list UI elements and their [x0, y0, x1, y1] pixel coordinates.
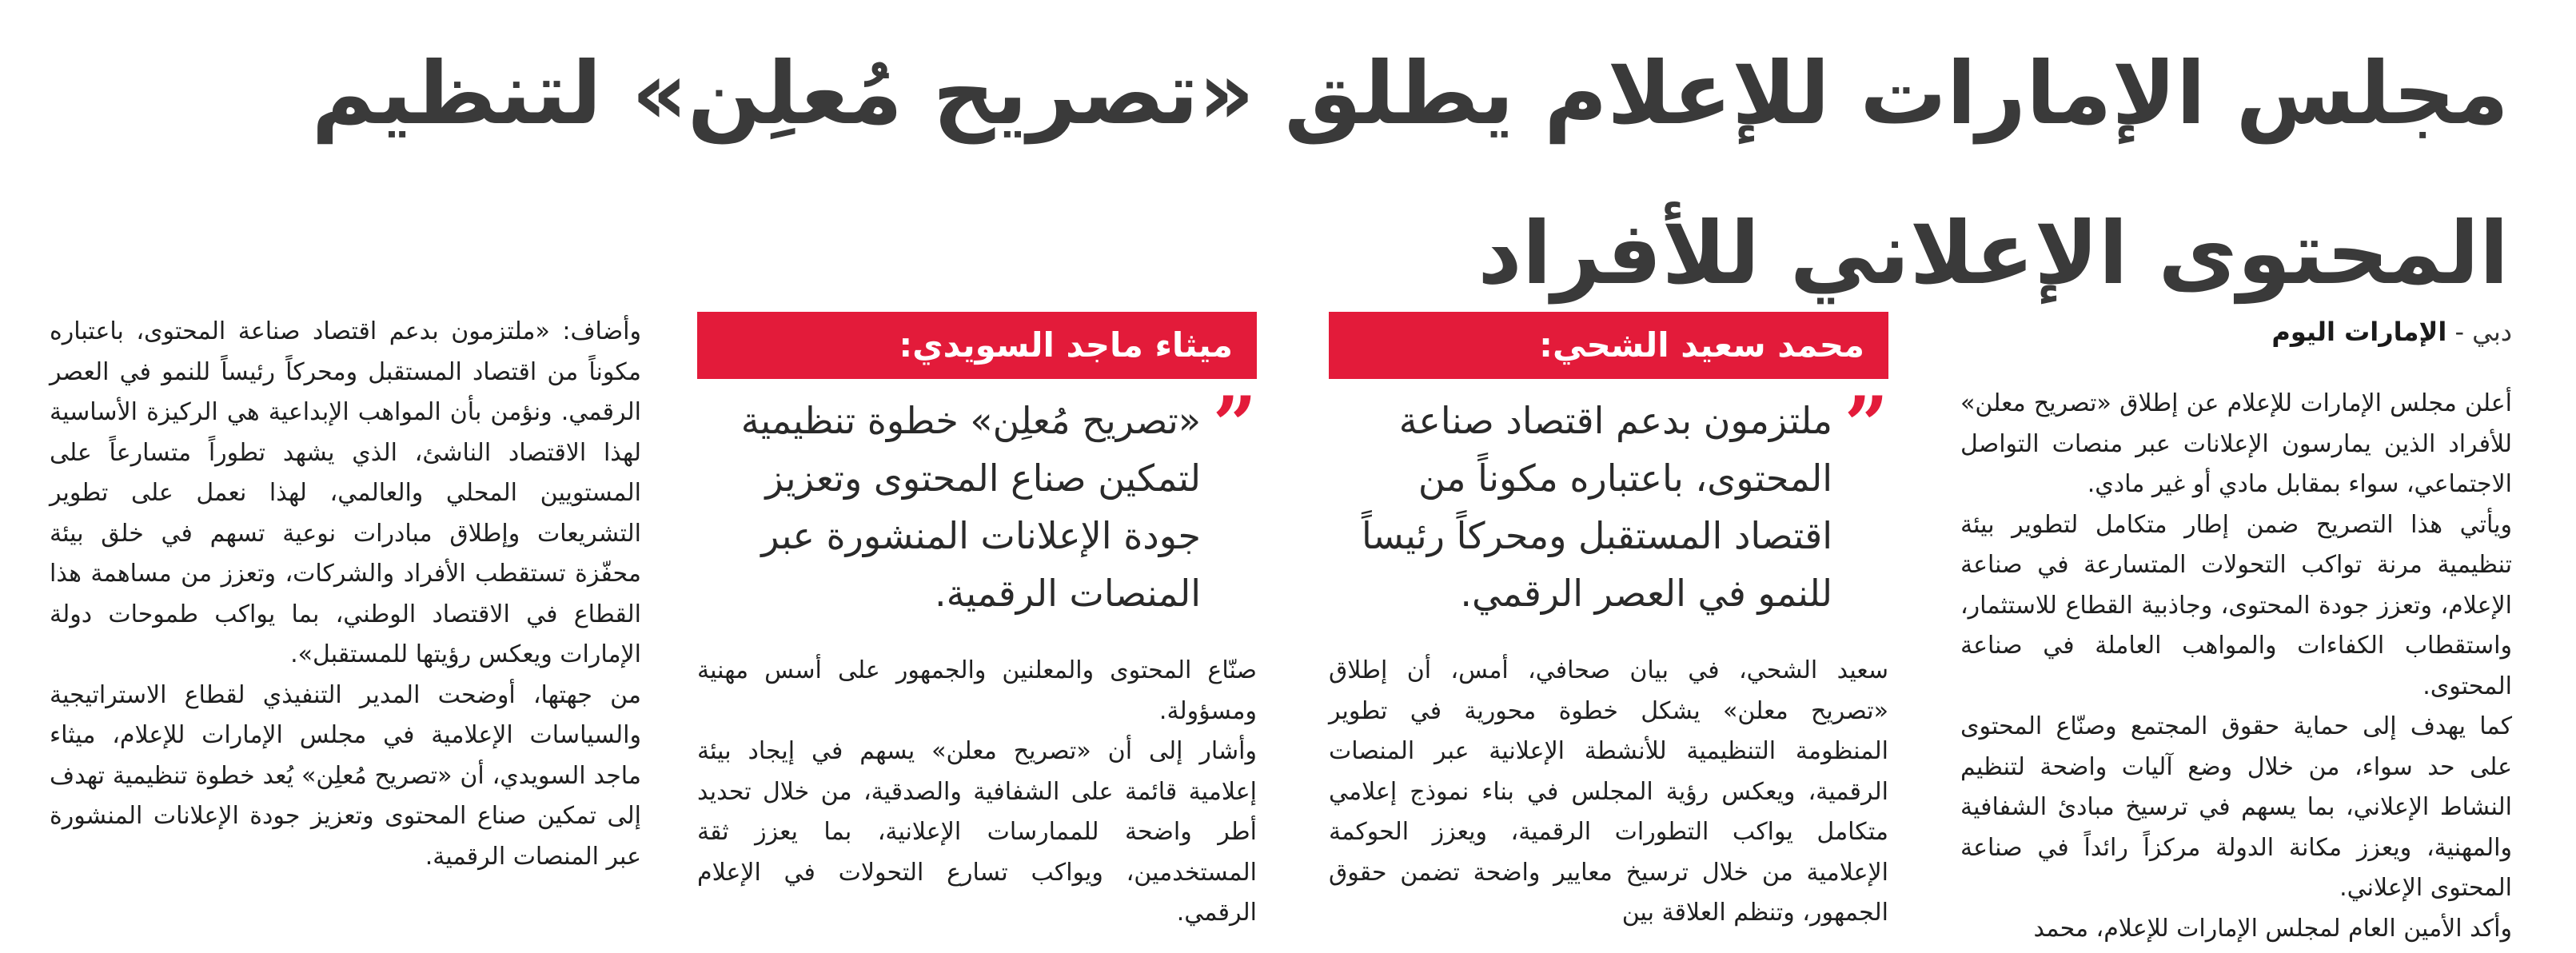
paragraph: كما يهدف إلى حماية حقوق المجتمع وصنّاع المحتوى على حد سواء، من خلال وضع آليات واضحة لتنظيم النشاط الإعلاني، بما يسهم في ترسيخ مبادئ الشفافية والمهنية، ويعزز مكانة الدولة مركزاً رائداً في صناعة المحتوى الإعلاني.: [1960, 712, 2512, 902]
column-3: [697, 312, 1257, 934]
paragraph: من جهتها، أوضحت المدير التنفيذي لقطاع الاستراتيجية والسياسات الإعلامية في مجلس الإمارات للإعلام، ميثاء ماجد السويدي، أن «تصريح مُعلِن» يُعد خطوة تنظيمية تهدف إلى تمكين صناع المحتوى وتعزيز جودة الإعلانات المنشورة عبر المنصات الرقمية.: [50, 680, 641, 871]
paragraph: صنّاع المحتوى والمعلنين والجمهور على أسس مهنية ومسؤولة.: [697, 656, 1257, 725]
quote-name-bar: ميثاء ماجد السويدي:: [697, 312, 1257, 379]
quote-body: [697, 379, 1257, 622]
quote-text: ملتزمون بدعم اقتصاد صناعة المحتوى، باعتباره مكوناً من اقتصاد المستقبل ومحركاً رئيساً للنمو في العصر الرقمي.: [1362, 399, 1832, 615]
paragraph: ويأتي هذا التصريح ضمن إطار متكامل لتطوير بيئة تنظيمية مرنة تواكب التحولات المتسارعة في صناعة الإعلام، وتعزز جودة المحتوى، وجاذبية القطاع للاستثمار، واستقطاب الكفاءات والمواهب العاملة في صناعة المحتوى.: [1960, 510, 2512, 700]
paragraph: وأضاف: «ملتزمون بدعم اقتصاد صناعة المحتوى، باعتباره مكوناً من اقتصاد المستقبل ومحركاً رئيساً للنمو في العصر الرقمي. ونؤمن بأن المواهب الإبداعية هي الركيزة الأساسية لهذا الاقتصاد الناشئ، الذي يشهد تطوراً متسارعاً على المستويين المحلي والعالمي، لهذا نعمل على تطوير التشريعات وإطلاق مبادرات نوعية تسهم في خلق بيئة محفّزة تستقطب الأفراد والشركات، وتعزز من مساهمة هذا القطاع في الاقتصاد الوطني، بما يواكب طموحات دولة الإمارات ويعكس رؤيتها للمستقبل».: [50, 317, 641, 668]
column-2: [1329, 312, 1888, 934]
quote-mark-icon: ”: [1844, 380, 1888, 470]
byline-city: دبي -: [2454, 317, 2512, 347]
headline-line-2: المحتوى الإعلاني للأفراد: [1477, 204, 2509, 304]
paragraph: أعلن مجلس الإمارات للإعلام عن إطلاق «تصريح معلن» للأفراد الذين يمارسون الإعلانات عبر منصات التواصل الاجتماعي، سواء بمقابل مادي أو غير مادي.: [1960, 389, 2512, 498]
column-1: [1960, 312, 2512, 949]
paragraph: وأكد الأمين العام لمجلس الإمارات للإعلام، محمد: [2033, 914, 2512, 943]
quote-mark-icon: ”: [1212, 380, 1257, 470]
column-4: [50, 312, 641, 877]
byline: [1960, 312, 2512, 352]
quote-body: [1329, 379, 1888, 622]
quote-text: «تصريح مُعلِن» خطوة تنظيمية لتمكين صناع المحتوى وتعزيز جودة الإعلانات المنشورة عبر المنصات الرقمية.: [740, 399, 1201, 615]
pull-quote-alshehhi: [1329, 312, 1888, 622]
pull-quote-alsuwaidi: [697, 312, 1257, 622]
paragraph: سعيد الشحي، في بيان صحافي، أمس، أن إطلاق «تصريح معلن» يشكل خطوة محورية في تطوير المنظومة التنظيمية للأنشطة الإعلانية عبر المنصات الرقمية، ويعكس رؤية المجلس في بناء نموذج إعلامي متكامل يواكب التطورات الرقمية، ويعزز الحوكمة الإعلامية من خلال ترسيخ معايير واضحة تضمن حقوق الجمهور، وتنظم العلاقة بين: [1329, 656, 1888, 927]
headline-line-1: مجلس الإمارات للإعلام يطلق «تصريح مُعلِن» لتنظيم: [311, 44, 2509, 144]
paragraph: وأشار إلى أن «تصريح معلن» يسهم في إيجاد بيئة إعلامية قائمة على الشفافية والصدقية، من خلال تحديد أطر واضحة للممارسات الإعلانية، بما يعزز ثقة المستخدمين، ويواكب تسارع التحولات في الإعلام الرقمي.: [697, 737, 1257, 927]
quote-name-bar: محمد سعيد الشحي:: [1329, 312, 1888, 379]
headline: [311, 14, 2509, 334]
byline-source: الإمارات اليوم: [2271, 317, 2447, 347]
